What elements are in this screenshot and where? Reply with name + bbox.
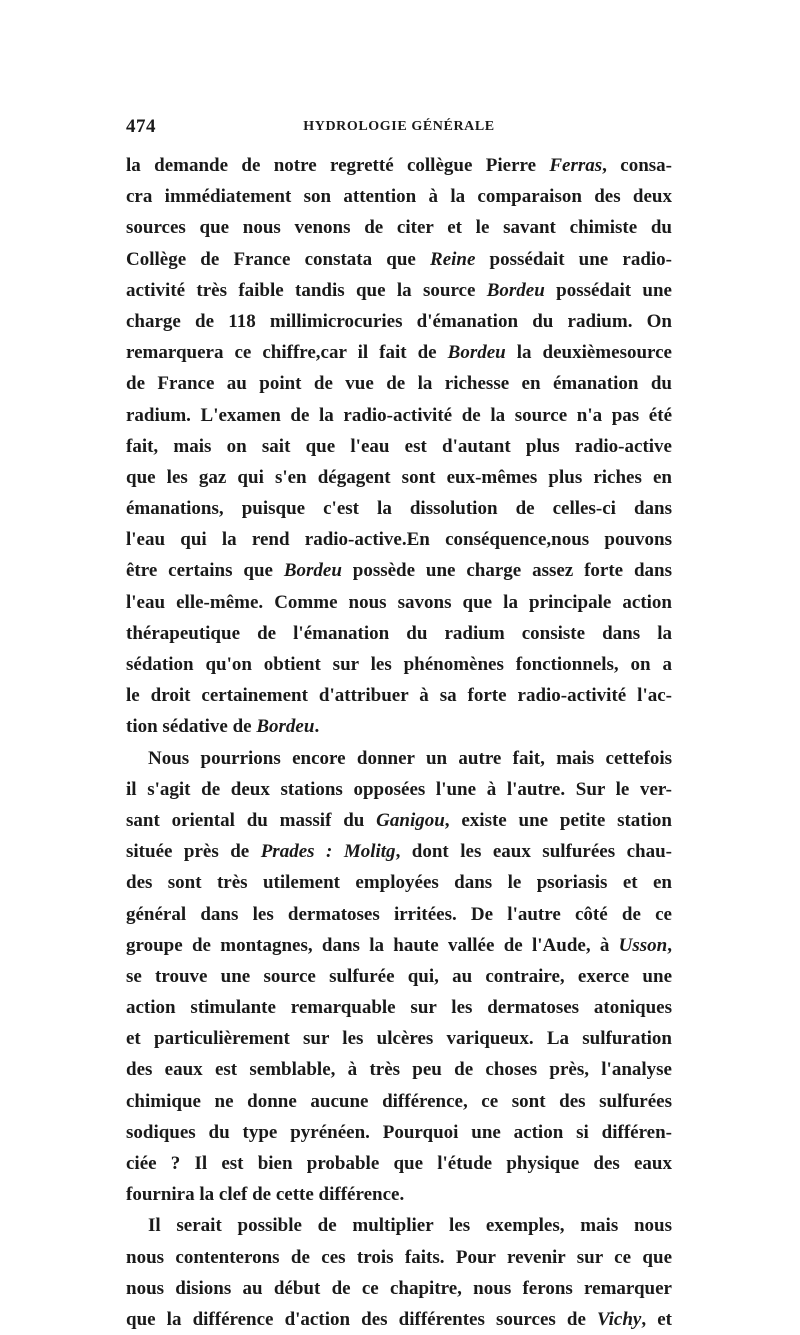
text-line: chimique ne donne aucune différence, ce sont des sulfurées xyxy=(126,1090,672,1112)
text-line: action stimulante remarquable sur les dermatoses atoniques xyxy=(126,997,672,1019)
italic-term: Bordeu xyxy=(447,342,506,364)
text-line: la demande de notre regretté collègue Pierre Ferras, consa- xyxy=(126,155,672,176)
page-number: 474 xyxy=(126,116,156,137)
body-text xyxy=(126,150,672,1335)
text-line: que la différence d'action des différentes sources de Vichy, et xyxy=(126,1308,672,1330)
text-line: être certains que Bordeu possède une charge assez forte dans xyxy=(126,560,672,582)
text-line: ciée ? Il est bien probable que l'étude physique des eaux xyxy=(126,1153,672,1174)
text-line: thérapeutique de l'émanation du radium consiste dans la xyxy=(126,622,672,644)
text-line: groupe de montagnes, dans la haute vallée de l'Aude, à Usson, xyxy=(126,934,672,956)
text-line: cra immédiatement son attention à la comparaison des deux xyxy=(126,186,672,208)
text-line: Collège de France constata que Reine possédait une radio- xyxy=(126,248,673,270)
text-line: située près de Prades : Molitg, dont les eaux sulfurées chau- xyxy=(126,841,672,863)
text-line: que les gaz qui s'en dégagent sont eux-mêmes plus riches en xyxy=(126,466,672,488)
text-line: nous disions au début de ce chapitre, nous ferons remarquer xyxy=(126,1277,672,1299)
running-head: HYDROLOGIE GÉNÉRALE xyxy=(303,119,495,134)
text-line: l'eau qui la rend radio-active.En conséquence,nous pouvons xyxy=(126,529,672,551)
text-line: remarquera ce chiffre,car il fait de Bordeu la deuxièmesource xyxy=(126,342,672,364)
italic-term: Ferras xyxy=(549,155,603,176)
text-line: fait, mais on sait que l'eau est d'autant plus radio-active xyxy=(126,435,672,457)
text-line: des eaux est semblable, à très peu de choses près, l'analyse xyxy=(126,1059,672,1081)
text-line: activité très faible tandis que la source Bordeu possédait une xyxy=(126,279,672,301)
page-header xyxy=(126,116,672,138)
italic-term: Usson xyxy=(618,934,668,956)
italic-term: Reine xyxy=(430,248,476,270)
italic-term: Ganigou xyxy=(376,809,445,831)
text-line: de France au point de vue de la richesse en émanation du xyxy=(126,373,672,395)
text-line: tion sédative de Bordeu. xyxy=(126,716,320,738)
text-line: sédation qu'on obtient sur les phénomènes fonctionnels, on a xyxy=(126,654,672,675)
text-line: se trouve une source sulfurée qui, au contraire, exerce une xyxy=(126,965,672,987)
italic-term: Prades : Molitg xyxy=(260,841,396,863)
text-line: radium. L'examen de la radio-activité de la source n'a pas été xyxy=(126,404,672,426)
text-line: Il serait possible de multiplier les exemples, mais nous xyxy=(148,1215,672,1237)
text-line: le droit certainement d'attribuer à sa forte radio-activité l'ac- xyxy=(126,685,672,707)
italic-term: Bordeu xyxy=(486,279,545,301)
text-line: général dans les dermatoses irritées. De l'autre côté de ce xyxy=(126,903,672,925)
text-line: sodiques du type pyrénéen. Pourquoi une action si différen- xyxy=(126,1121,672,1143)
text-line: et particulièrement sur les ulcères variqueux. La sulfuration xyxy=(126,1028,672,1050)
italic-term: Bordeu xyxy=(256,716,315,738)
text-line: l'eau elle-même. Comme nous savons que la principale action xyxy=(126,591,672,613)
text-line: Nous pourrions encore donner un autre fait, mais cettefois xyxy=(148,747,672,769)
italic-term: Bordeu xyxy=(283,560,342,582)
text-line: fournira la clef de cette différence. xyxy=(126,1184,405,1206)
text-line: charge de 118 millimicrocuries d'émanation du radium. On xyxy=(126,310,672,332)
italic-term: Vichy xyxy=(597,1308,642,1330)
text-line: sources que nous venons de citer et le savant chimiste du xyxy=(126,217,672,239)
text-line: il s'agit de deux stations opposées l'une à l'autre. Sur le ver- xyxy=(126,778,672,800)
text-line: sant oriental du massif du Ganigou, existe une petite station xyxy=(126,809,672,831)
text-line: des sont très utilement employées dans le psoriasis et en xyxy=(126,872,672,894)
text-line: émanations, puisque c'est la dissolution de celles-ci dans xyxy=(126,498,672,520)
text-line: nous contenterons de ces trois faits. Pour revenir sur ce que xyxy=(126,1246,672,1268)
